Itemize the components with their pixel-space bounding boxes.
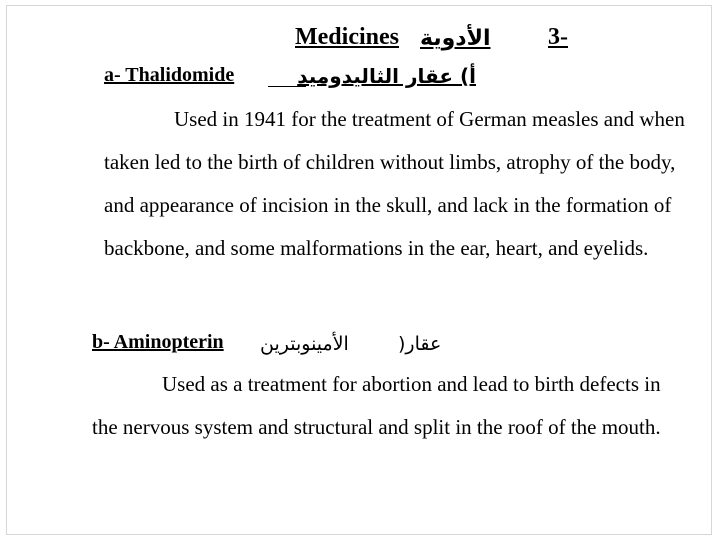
item-b-label-ar-prefix: عقار(	[398, 333, 442, 355]
section-number: 3-	[548, 24, 568, 50]
section-title-ar: الأدوية	[420, 26, 491, 51]
item-b-description: Used as a treatment for abortion and lead to birth defects in the nervous system and structural and split in the roof of the mouth.	[92, 372, 661, 439]
item-a-description: Used in 1941 for the treatment of German measles and when taken led to the birth of children without limbs, atrophy of the body, and appearance of incision in the skull, and lack in the formation of backbone, and some malformations in the ear, heart, and eyelids.	[104, 107, 685, 260]
item-b-label-en: b- Aminopterin	[92, 331, 224, 353]
item-b-label-ar-name: الأمينوبترين	[260, 333, 349, 355]
item-a-label-en: a- Thalidomide	[104, 64, 235, 86]
item-a-label-ar: أ) عقار الثاليدوميد	[297, 64, 476, 88]
section-title-en: Medicines	[295, 24, 399, 50]
